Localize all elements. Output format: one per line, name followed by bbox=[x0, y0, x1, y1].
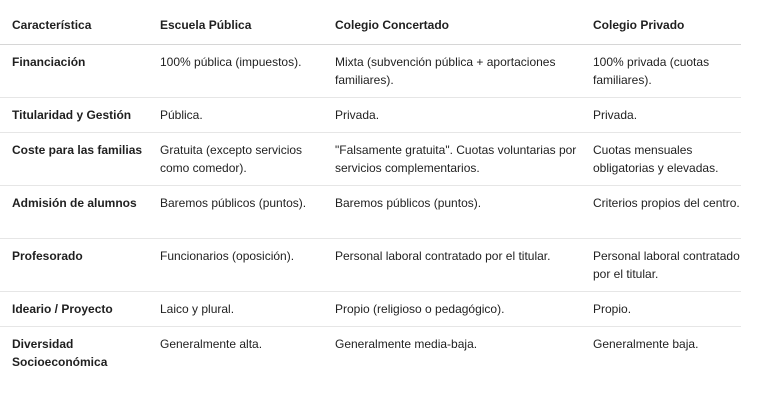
table-header-row bbox=[0, 0, 741, 44]
table-row bbox=[0, 291, 741, 326]
header-colegio-concertado: Colegio Concertado bbox=[323, 0, 581, 44]
table-cell: Privada. bbox=[323, 97, 581, 132]
table-cell: "Falsamente gratuita". Cuotas voluntarias por servicios complementarios. bbox=[323, 132, 581, 185]
table-cell: Baremos públicos (puntos). bbox=[323, 185, 581, 238]
table-row bbox=[0, 44, 741, 97]
row-label: Admisión de alumnos bbox=[0, 185, 148, 238]
table-row bbox=[0, 238, 741, 291]
table-row bbox=[0, 185, 741, 238]
table-row bbox=[0, 132, 741, 185]
row-label: Profesorado bbox=[0, 238, 148, 291]
table-cell: Cuotas mensuales obligatorias y elevadas. bbox=[581, 132, 741, 185]
table-cell: Propio. bbox=[581, 291, 741, 326]
table-cell: Pública. bbox=[148, 97, 323, 132]
table-cell: Funcionarios (oposición). bbox=[148, 238, 323, 291]
table-cell: Generalmente media-baja. bbox=[335, 336, 478, 351]
table-cell: Baremos públicos (puntos). bbox=[148, 185, 323, 238]
row-label: Diversidad Socioeconómica bbox=[12, 336, 108, 369]
table-cell: Gratuita (excepto servicios como comedor). bbox=[148, 132, 323, 185]
table-row bbox=[0, 97, 741, 132]
table-cell: Criterios propios del centro. bbox=[581, 185, 741, 238]
table-cell: Personal laboral contratado por el titular. bbox=[323, 238, 581, 291]
table-cell: Personal laboral contratado por el titular. bbox=[581, 238, 741, 291]
row-label: Financiación bbox=[0, 44, 148, 97]
table-cell: Privada. bbox=[581, 97, 741, 132]
table-cell: Generalmente alta. bbox=[160, 336, 263, 351]
table-cell: Propio (religioso o pedagógico). bbox=[323, 291, 581, 326]
table-cell: Generalmente baja. bbox=[593, 336, 699, 351]
header-escuela-publica: Escuela Pública bbox=[148, 0, 323, 44]
table-row bbox=[0, 326, 741, 379]
table-cell: Mixta (subvención pública + aportaciones familiares). bbox=[323, 44, 581, 97]
row-label: Ideario / Proyecto bbox=[0, 291, 148, 326]
table-cell: 100% pública (impuestos). bbox=[148, 44, 323, 97]
row-label: Titularidad y Gestión bbox=[0, 97, 148, 132]
header-caracteristica: Característica bbox=[0, 0, 148, 44]
table-cell: 100% privada (cuotas familiares). bbox=[581, 44, 741, 97]
header-colegio-privado: Colegio Privado bbox=[581, 0, 741, 44]
table-cell: Laico y plural. bbox=[148, 291, 323, 326]
row-label: Coste para las familias bbox=[0, 132, 148, 185]
